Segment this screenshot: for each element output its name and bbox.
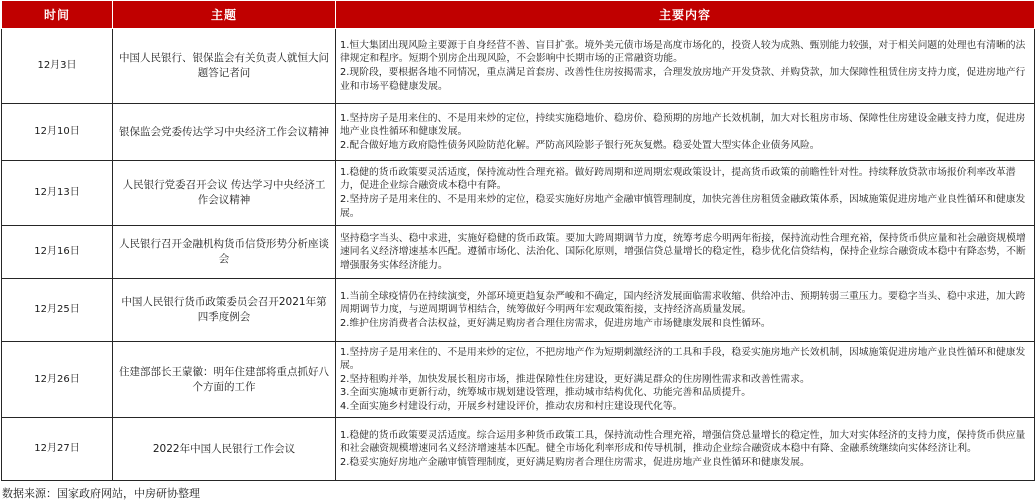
- row-date: 12月27日: [2, 418, 113, 481]
- row-topic: 人民银行召开金融机构货币信贷形势分析座谈会: [113, 226, 336, 279]
- row-topic: 人民银行党委召开会议 传达学习中央经济工作会议精神: [113, 161, 336, 226]
- row-content: 1.当前全球疫情仍在持续演变，外部环境更趋复杂严峻和不确定，国内经济发展面临需求收缩、供给冲击、预期转弱三重压力。要稳字当头、稳中求进，加大跨周期调节力度，与逆周期调节相结合，统筹做好今明两年宏观政策衔接，支持经济高质量发展。 2.维护住房消费者合法权益，更好满足购房者合理住房需求，促进房地产市场健康发展和良性循环。: [336, 279, 1035, 342]
- table-row: [2, 29, 1035, 104]
- table-row: [2, 418, 1035, 481]
- data-source-note: 数据来源：国家政府网站，中房研协整理: [2, 487, 200, 500]
- row-topic: 银保监会党委传达学习中央经济工作会议精神: [113, 104, 336, 161]
- header-topic: 主题: [113, 1, 336, 29]
- table-row: [2, 226, 1035, 279]
- table-row: [2, 161, 1035, 226]
- row-topic: 2022年中国人民银行工作会议: [113, 418, 336, 481]
- header-content: 主要内容: [336, 1, 1035, 29]
- row-content: 1.坚持房子是用来住的、不是用来炒的定位，不把房地产作为短期刺激经济的工具和手段，稳妥实施房地产长效机制，因城施策促进房地产业良性循环和健康发展。 2.坚持租购并举，加快发展长租房市场，推进保障性住房建设，更好满足群众的住房刚性需求和改善性需求。 3.全面实施城市更新行动，统筹城市规划建设管理，推动城市结构优化、功能完善和品质提升。 4.全面实施乡村建设行动，开展乡村建设评价，推动农房和村庄建设现代化等。: [336, 342, 1035, 418]
- row-date: 12月25日: [2, 279, 113, 342]
- table-row: [2, 342, 1035, 418]
- row-date: 12月10日: [2, 104, 113, 161]
- row-date: 12月26日: [2, 342, 113, 418]
- policy-table: [1, 0, 1035, 481]
- row-date: 12月16日: [2, 226, 113, 279]
- row-topic: 住建部部长王蒙徽：明年住建部将重点抓好八个方面的工作: [113, 342, 336, 418]
- row-date: 12月3日: [2, 29, 113, 104]
- row-content: 1.稳健的货币政策要灵活适度，保持流动性合理充裕。做好跨周期和逆周期宏观政策设计，提高货币政策的前瞻性针对性。持续释放贷款市场报价利率改革潜力，促进企业综合融资成本稳中有降。 2.坚持房子是用来住的、不是用来炒的定位，稳妥实施好房地产金融审慎管理制度，加快完善住房租赁金融政策体系，因城施策促进房地产业良性循环和健康发展。: [336, 161, 1035, 226]
- row-content: 坚持稳字当头、稳中求进，实施好稳健的货币政策。要加大跨周期调节力度，统筹考虑今明两年衔接，保持流动性合理充裕，保持货币供应量和社会融资规模增速同名义经济增速基本匹配。遵循市场化、法治化、国际化原则，增强信贷总量增长的稳定性，稳步优化信贷结构，保持企业综合融资成本稳中有降态势，不断增强服务实体经济能力。: [336, 226, 1035, 279]
- row-topic: 中国人民银行货币政策委员会召开2021年第四季度例会: [113, 279, 336, 342]
- row-content: 1.稳健的货币政策要灵活适度。综合运用多种货币政策工具，保持流动性合理充裕，增强信贷总量增长的稳定性，加大对实体经济的支持力度，保持货币供应量和社会融资规模增速同名义经济增速基本匹配。健全市场化利率形成和传导机制，推动企业综合融资成本稳中有降、金融系统继续向实体经济让利。 2.稳妥实施好房地产金融审慎管理制度，更好满足购房者合理住房需求，促进房地产业良性循环和健康发展。: [336, 418, 1035, 481]
- row-content: 1.坚持房子是用来住的、不是用来炒的定位，持续实施稳地价、稳房价、稳预期的房地产长效机制，加大对长租房市场、保障性住房建设金融支持力度，促进房地产业良性循环和健康发展。 2.配合做好地方政府隐性债务风险防范化解。严防高风险影子银行死灰复燃。稳妥处置大型实体企业债务风险。: [336, 104, 1035, 161]
- table-header-row: [2, 1, 1035, 29]
- table-row: [2, 104, 1035, 161]
- table-row: [2, 279, 1035, 342]
- row-topic: 中国人民银行、银保监会有关负责人就恒大问题答记者问: [113, 29, 336, 104]
- header-date: 时间: [2, 1, 113, 29]
- row-content: 1.恒大集团出现风险主要源于自身经营不善、盲目扩张。境外美元债市场是高度市场化的，投资人较为成熟、甄别能力较强，对于相关问题的处理也有清晰的法律规定和程序。短期个别房企出现风险，不会影响中长期市场的正常融资功能。 2.现阶段，要根据各地不同情况，重点满足首套房、改善性住房按揭需求，合理发放房地产开发贷款、并购贷款，加大保障性租赁住房支持力度，促进房地产行业和市场平稳健康发展。: [336, 29, 1035, 104]
- row-date: 12月13日: [2, 161, 113, 226]
